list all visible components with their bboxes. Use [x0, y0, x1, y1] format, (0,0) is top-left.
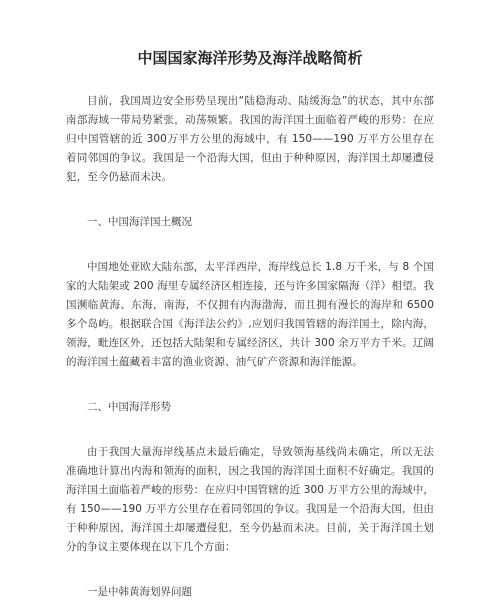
subsection-heading-yellow-sea: 一是中韩黄海划界问题: [87, 586, 192, 598]
situation-paragraph: 由于我国大量海岸线基点未最后确定，导致领海基线尚未确定，所以无法准确地计算出内海和领海的面积，因之我国的海洋国土面积不好确定。我国的海洋国土面临着严峻的形势：在应归中国管辖的近 300 万平方公里的海域中，有 150——190 万平方公里存在着同邻国的争议。我国是一个沿海大国，但由于种种原因，海洋国土却屡遭侵犯，至今仍悬而未决。目前，关于海洋国土划分的争议主要体现在以下几个方面：: [66, 446, 434, 553]
section-heading-overview: 一、中国海洋国土概况: [87, 216, 192, 228]
overview-paragraph: 中国地处亚欧大陆东部，太平洋西岸，海岸线总长 1.8 万千米，与 8 个国家的大陆架或 200 海里专属经济区相连接，还与许多国家隔海（洋）相望。我国濒临黄海、东海，南海，不仅拥有内海渤海，而且拥有漫长的海岸和 6500 多个岛屿。根据联合国《海洋法公约》,应划归我国管辖的海洋国土，除内海，领海，毗连区外，还包括大陆架和专属经济区，共计 300 余万平方千米。辽阔的海洋国土蕴藏着丰富的渔业资源、油气矿产资源和海洋能源。: [66, 261, 434, 368]
section-heading-situation: 二、中国海洋形势: [87, 401, 171, 413]
document-title: 中国国家海洋形势及海洋战略简析: [137, 49, 363, 67]
intro-paragraph: 目前，我国周边安全形势呈现出“陆稳海动、陆缓海急”的状态，其中东部南部海域一带局势紧张，动荡频繁。我国的海洋国土面临着严峻的形势：在应归中国管辖的近 300万平方公里的海域中，有 150——190 万平方公里存在着同邻国的争议。我国是一个沿海大国，但由于种种原因，海洋国土却屡遭侵犯，至今仍悬而未决。: [66, 95, 434, 183]
